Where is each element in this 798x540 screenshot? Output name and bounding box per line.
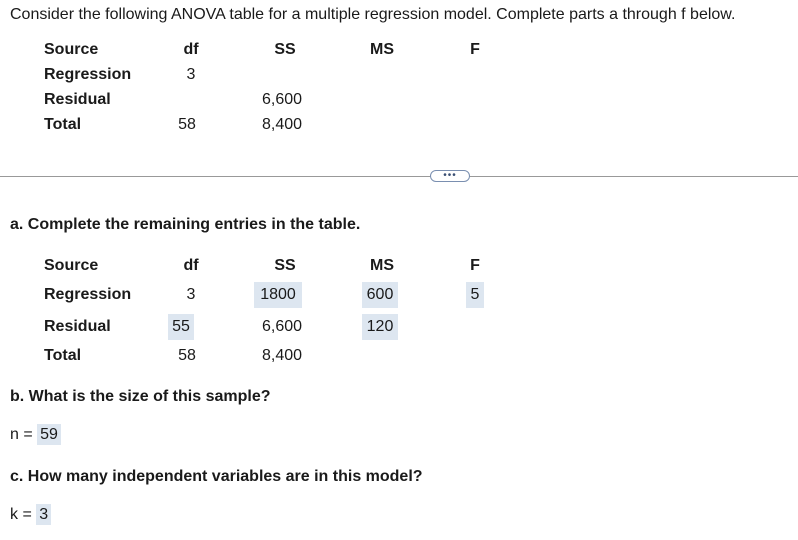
part-a-question xyxy=(10,216,360,234)
header-df: df xyxy=(183,41,199,58)
part-b-answer[interactable]: 59 xyxy=(37,424,61,445)
answers-ss-residual: 6,600 xyxy=(261,318,303,335)
part-b-answer-row xyxy=(10,426,61,444)
answers-header-source: Source xyxy=(44,257,99,274)
answers-header-f: F xyxy=(470,257,480,274)
answer-ms-residual-value: 120 xyxy=(366,318,394,335)
answer-ss-regression[interactable] xyxy=(254,282,302,308)
answer-df-residual[interactable] xyxy=(168,314,194,340)
answer-ms-regression-value: 600 xyxy=(366,286,394,303)
answers-source-regression: Regression xyxy=(44,286,132,303)
row-ss-residual: 6,600 xyxy=(261,91,303,108)
row-source-total: Total xyxy=(44,116,82,133)
part-c-answer[interactable]: 3 xyxy=(36,504,51,525)
answer-ms-regression[interactable] xyxy=(362,282,398,308)
part-b-label: n = xyxy=(10,426,33,443)
answer-df-residual-value: 55 xyxy=(172,318,190,335)
answer-f-regression[interactable] xyxy=(466,282,484,308)
row-df-total: 58 xyxy=(178,116,196,133)
answers-ss-total: 8,400 xyxy=(261,347,303,364)
intro-text: Consider the following ANOVA table for a multiple regression model. Complete parts a through f below. xyxy=(10,6,736,23)
row-ss-total: 8,400 xyxy=(261,116,303,133)
answers-source-total: Total xyxy=(44,347,82,364)
answers-header-df: df xyxy=(183,257,199,274)
part-a-text: a. Complete the remaining entries in the table. xyxy=(10,216,361,233)
answers-source-residual: Residual xyxy=(44,318,111,335)
part-c-label: k = xyxy=(10,506,32,523)
answers-df-total: 58 xyxy=(178,347,196,364)
answer-ss-regression-value: 1800 xyxy=(260,286,296,303)
header-source: Source xyxy=(44,41,99,58)
part-b-question xyxy=(10,388,270,406)
row-source-residual: Residual xyxy=(44,91,111,108)
answers-header-ms: MS xyxy=(370,257,394,274)
more-options-button[interactable]: ••• xyxy=(430,170,470,182)
section-divider xyxy=(0,176,798,177)
row-df-regression: 3 xyxy=(186,66,196,83)
part-c-text: c. How many independent variables are in this model? xyxy=(10,468,423,485)
header-f: F xyxy=(470,41,480,58)
part-c-question xyxy=(10,468,423,486)
part-c-answer-row xyxy=(10,506,51,524)
row-source-regression: Regression xyxy=(44,66,132,83)
part-b-text: b. What is the size of this sample? xyxy=(10,388,271,405)
answers-header-ss: SS xyxy=(274,257,296,274)
header-ss: SS xyxy=(274,41,296,58)
answers-df-regression: 3 xyxy=(186,286,196,303)
answer-f-regression-value: 5 xyxy=(470,286,480,303)
answer-ms-residual[interactable] xyxy=(362,314,398,340)
header-ms: MS xyxy=(370,41,394,58)
